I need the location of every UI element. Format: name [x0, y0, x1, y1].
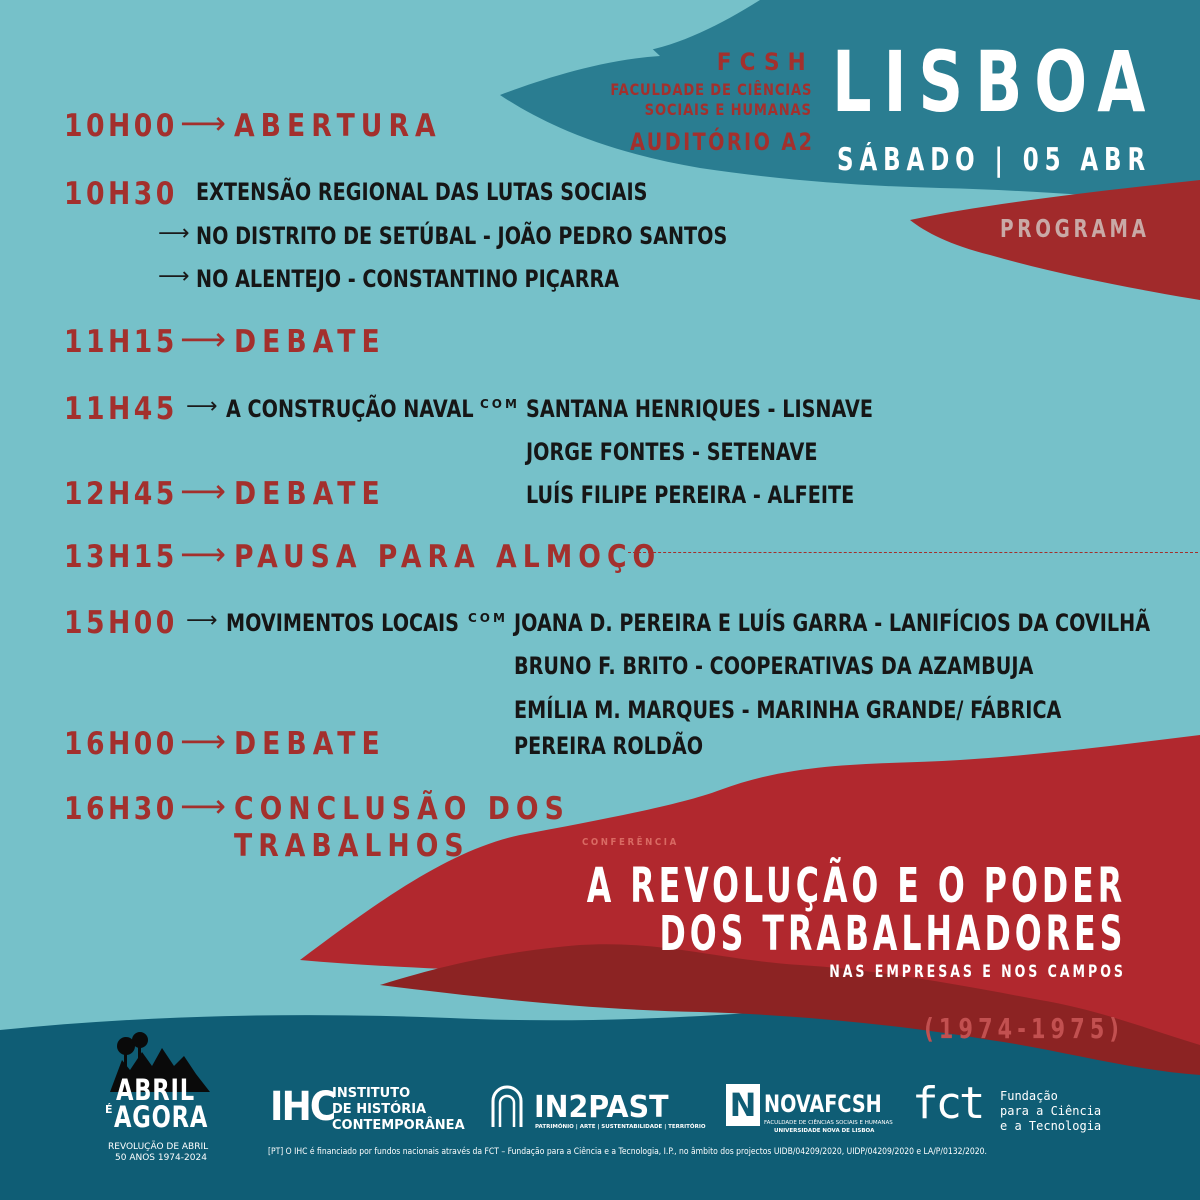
title-movimentos: MOVIMENTOS LOCAIS [226, 609, 459, 637]
conference-label: CONFERÊNCIA [582, 837, 679, 848]
time-1115: 11H15 [64, 324, 178, 360]
ihc-logo-line3: CONTEMPORÂNEA [332, 1118, 465, 1133]
speaker-luis: LUÍS FILIPE PEREIRA - ALFEITE [526, 481, 855, 509]
arrow-right-icon: ⟶ [158, 264, 190, 289]
time-1315: 13H15 [64, 539, 178, 575]
funding-disclaimer: [PT] O IHC é financiado por fundos nacionais através da FCT – Fundação para a Ciência e a Tecnologia, I.P., no âmbito dos projectos UIDB/04209/2020, UIDP/04209/2020 e LA/P/0132/2020. [268, 1147, 987, 1157]
with-label: COM [480, 397, 520, 411]
venue-line-1: FACULDADE DE CIÊNCIAS [610, 80, 812, 99]
arrow-right-icon: ⟶ [180, 320, 226, 358]
venue-short: FCSH [716, 48, 814, 76]
arrow-right-icon: ⟶ [180, 472, 226, 510]
arch-icon [490, 1083, 524, 1129]
abril-logo-sub2: 50 ANOS 1974-2024 [115, 1153, 207, 1163]
with-label: COM [468, 611, 508, 625]
speaker-bruno: BRUNO F. BRITO - COOPERATIVAS DA AZAMBUJA [514, 652, 1034, 680]
room-label: AUDITÓRIO A2 [629, 128, 814, 156]
title-construcao-naval: A CONSTRUÇÃO NAVAL [226, 395, 474, 423]
program-label: PROGRAMA [1000, 214, 1150, 243]
time-1500: 15H00 [64, 605, 178, 641]
fct-logo-mark: fct [912, 1078, 983, 1129]
ihc-logo-line1: INSTITUTO [332, 1086, 411, 1101]
fct-logo-line3: e a Tecnologia [1000, 1119, 1102, 1133]
abril-logo-line1: ABRIL [116, 1073, 195, 1107]
abril-logo-line2: AGORA [114, 1100, 209, 1134]
title-abertura: ABERTURA [234, 108, 442, 144]
speaker-jorge: JORGE FONTES - SETENAVE [526, 438, 818, 466]
fct-logo-line2: para a Ciência [1000, 1104, 1102, 1118]
time-1030: 10H30 [64, 176, 178, 212]
nova-logo-sub2: UNIVERSIDADE NOVA DE LISBOA [774, 1128, 875, 1134]
in2past-logo-name: IN2PAST [534, 1090, 669, 1125]
title-debate-3: DEBATE [234, 726, 386, 762]
speaker-joana: JOANA D. PEREIRA E LUÍS GARRA - LANIFÍCIOS DA COVILHÃ [514, 609, 1151, 637]
event-date: SÁBADO | 05 ABR [837, 142, 1152, 178]
arrow-right-icon: ⟶ [158, 221, 190, 246]
conference-title-1: A REVOLUÇÃO E O PODER [586, 858, 1126, 914]
title-extensao: EXTENSÃO REGIONAL DAS LUTAS SOCIAIS [196, 178, 648, 206]
title-debate-1: DEBATE [234, 324, 386, 360]
conference-subtitle: NAS EMPRESAS E NOS CAMPOS [829, 962, 1126, 982]
time-1630: 16H30 [64, 791, 178, 827]
arrow-right-icon: ⟶ [186, 394, 218, 419]
venue-line-2: SOCIAIS E HUMANAS [644, 100, 812, 119]
time-1600: 16H00 [64, 726, 178, 762]
time-1000: 10H00 [64, 108, 178, 144]
speaker-emilia-cont: PEREIRA ROLDÃO [514, 732, 704, 760]
title-debate-2: DEBATE [234, 476, 386, 512]
arrow-right-icon: ⟶ [180, 535, 226, 573]
speaker-santana: SANTANA HENRIQUES - LISNAVE [526, 395, 874, 423]
nova-logo-name: NOVAFCSH [764, 1090, 882, 1118]
city-title: LISBOA [832, 33, 1158, 131]
nova-logo-mark: N [726, 1084, 760, 1126]
sub-alentejo: NO ALENTEJO - CONSTANTINO PIÇARRA [196, 265, 620, 293]
arrow-right-icon: ⟶ [186, 608, 218, 633]
arrow-right-icon: ⟶ [180, 787, 226, 825]
title-conclusao-1: CONCLUSÃO DOS [234, 791, 570, 827]
abril-logo-sub1: REVOLUÇÃO DE ABRIL [108, 1142, 209, 1152]
time-1145: 11H45 [64, 391, 178, 427]
title-pausa: PAUSA PARA ALMOÇO [234, 539, 662, 575]
arrow-right-icon: ⟶ [180, 104, 226, 142]
ihc-logo-line2: DE HISTÓRIA [332, 1102, 427, 1117]
sub-setubal: NO DISTRITO DE SETÚBAL - JOÃO PEDRO SANTOS [196, 222, 728, 250]
time-1245: 12H45 [64, 476, 178, 512]
arrow-right-icon: ⟶ [180, 722, 226, 760]
ihc-logo-mark: IHC [270, 1084, 335, 1130]
fct-logo-line1: Fundação [1000, 1089, 1058, 1103]
dashed-divider [628, 552, 1198, 553]
title-conclusao-2: TRABALHOS [234, 828, 470, 864]
nova-logo-sub1: FACULDADE DE CIÊNCIAS SOCIAIS E HUMANAS [764, 1120, 893, 1126]
conference-years: (1974-1975) [924, 1012, 1124, 1045]
speaker-emilia: EMÍLIA M. MARQUES - MARINHA GRANDE/ FÁBRICA [514, 696, 1062, 724]
abril-logo-e: É [105, 1103, 113, 1116]
in2past-logo-tagline: PATRIMÓNIO | ARTE | SUSTENTABILIDADE | TERRITÓRIO [535, 1124, 706, 1130]
conference-title-2: DOS TRABALHADORES [659, 906, 1126, 962]
